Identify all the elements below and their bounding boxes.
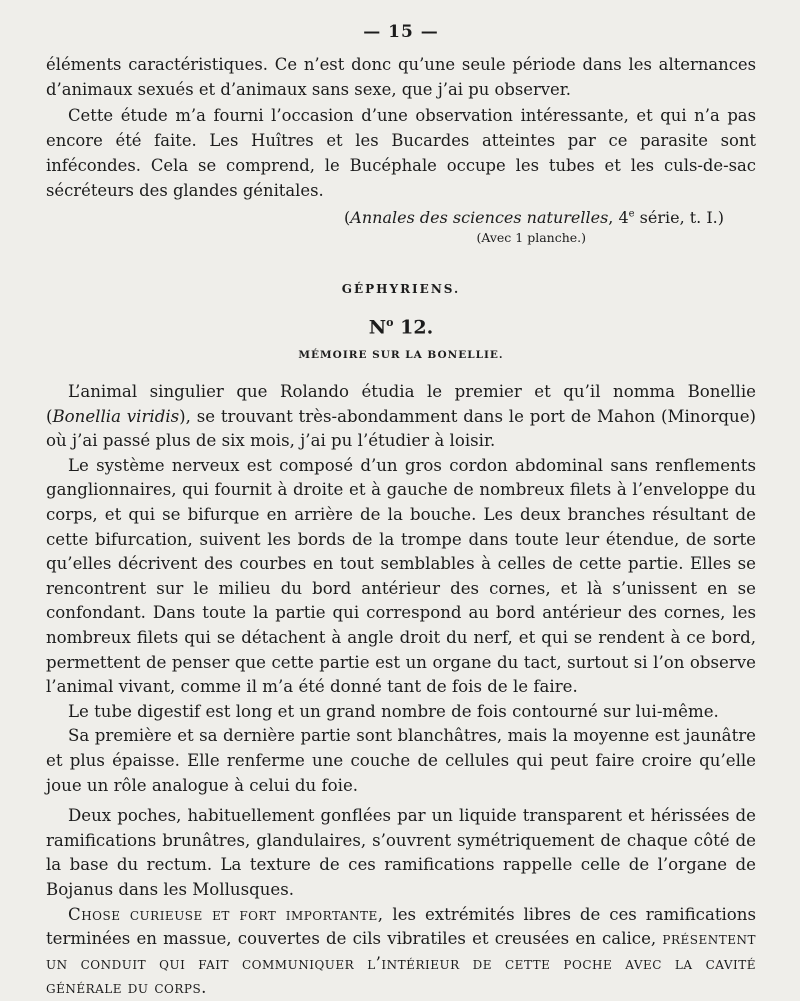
intro-text-b: ), se trouvant très-abondamment dans le port de Mahon (Minorque) où j’ai passé plus de six mois, j’ai pu l’étudier à loisir. <box>46 406 756 451</box>
memoire-title: MÉMOIRE SUR LA BONELLIE. <box>298 349 504 362</box>
important-text: les extrémités libres de ces ramifications terminées en massue, couvertes de cils vibratiles et creusées en calice, <box>46 904 756 949</box>
paragraph-digestive-tube: Le tube digestif est long et un grand nombre de fois contourné sur lui-même. <box>68 701 719 721</box>
paragraph-continuation: éléments caractéristiques. Ce n’est donc qu’une seule période dans les alternances d’animaux sexués et d’animaux sans sexe, que j’ai pu observer. <box>46 55 756 100</box>
article-number <box>46 316 756 338</box>
paragraph-parasite: Cette étude m’a fourni l’occasion d’une observation intéressante, et qui n’a pas encore été faite. Les Huîtres et les Bucardes atteintes par ce parasite sont infécondes. Cela se comprend, le Bucéphale occupe les tubes et les culs-de-sac sécréteurs des glandes génitales. <box>46 105 756 201</box>
paragraph-pouches: Deux poches, habituellement gonflées par un liquide transparent et hérissées de ramifications brunâtres, glandulaires, s’ouvrent symétriquement de chaque côté de la base du rectum. La texture de ces ramifications rappelle celle de l’organe de Bojanus dans les Mollusques. <box>46 806 756 899</box>
paragraph-important <box>46 903 756 1001</box>
paragraph-intro <box>46 380 756 454</box>
document-page <box>46 22 756 1001</box>
citation-series-rest: série, t. I.) <box>634 207 724 227</box>
binomial-name: Bonellia viridis <box>52 406 180 426</box>
citation-plate-note: (Avec 1 planche.) <box>476 229 586 245</box>
citation-series: , 4 <box>608 207 629 227</box>
citation-series-sup: e <box>628 208 635 220</box>
article-number-sup: o <box>386 315 394 329</box>
section-title: GÉPHYRIENS. <box>341 281 461 296</box>
emphasis-caps-1: Chose curieuse et fort importante, <box>68 904 384 924</box>
article-number-prefix: N <box>368 316 387 339</box>
article-number-value: 12. <box>393 316 434 339</box>
page-number: — 15 — <box>363 22 439 42</box>
citation-open: ( <box>344 207 351 227</box>
emphasis-caps-2: présentent un conduit qui fait communiquer l’intérieur de cette poche avec la cavité générale du corps. <box>46 929 756 998</box>
citation-journal: Annales des sciences naturelles <box>350 207 609 227</box>
citation <box>46 206 756 230</box>
paragraph-digestive-parts: Sa première et sa dernière partie sont blanchâtres, mais la moyenne est jaunâtre et plus épaisse. Elle renferme une couche de cellules qui peut faire croire qu’elle joue un rôle analogue à celui du foie. <box>46 726 756 795</box>
intro-text-a: L’animal singulier que Rolando étudia le premier et qu’il nomma Bonellie ( <box>46 382 756 426</box>
paragraph-nervous-system: Le système nerveux est composé d’un gros cordon abdominal sans renflements ganglionnaires, qui fournit à droite et à gauche de nombreux filets à l’enveloppe du corps, et qui se bifurque en arrière de la bouche. Les deux branches résultant de cette bifurcation, suivent les bords de la trompe dans toute leur étendue, de sorte qu’elles décrivent des courbes en tout semblables à celles de cette partie. Elles se rencontrent sur le milieu du bord antérieur des cornes, et là s’unissent en se confondant. Dans toute la partie qui correspond au bord antérieur des cornes, les nombreux filets qui se détachent à angle droit du nerf, et qui se rendent à ce bord, permettent de penser que cette partie est un organe du tact, surtout si l’on observe l’animal vivant, comme il m’a été donné tant de fois de le faire. <box>46 455 756 697</box>
